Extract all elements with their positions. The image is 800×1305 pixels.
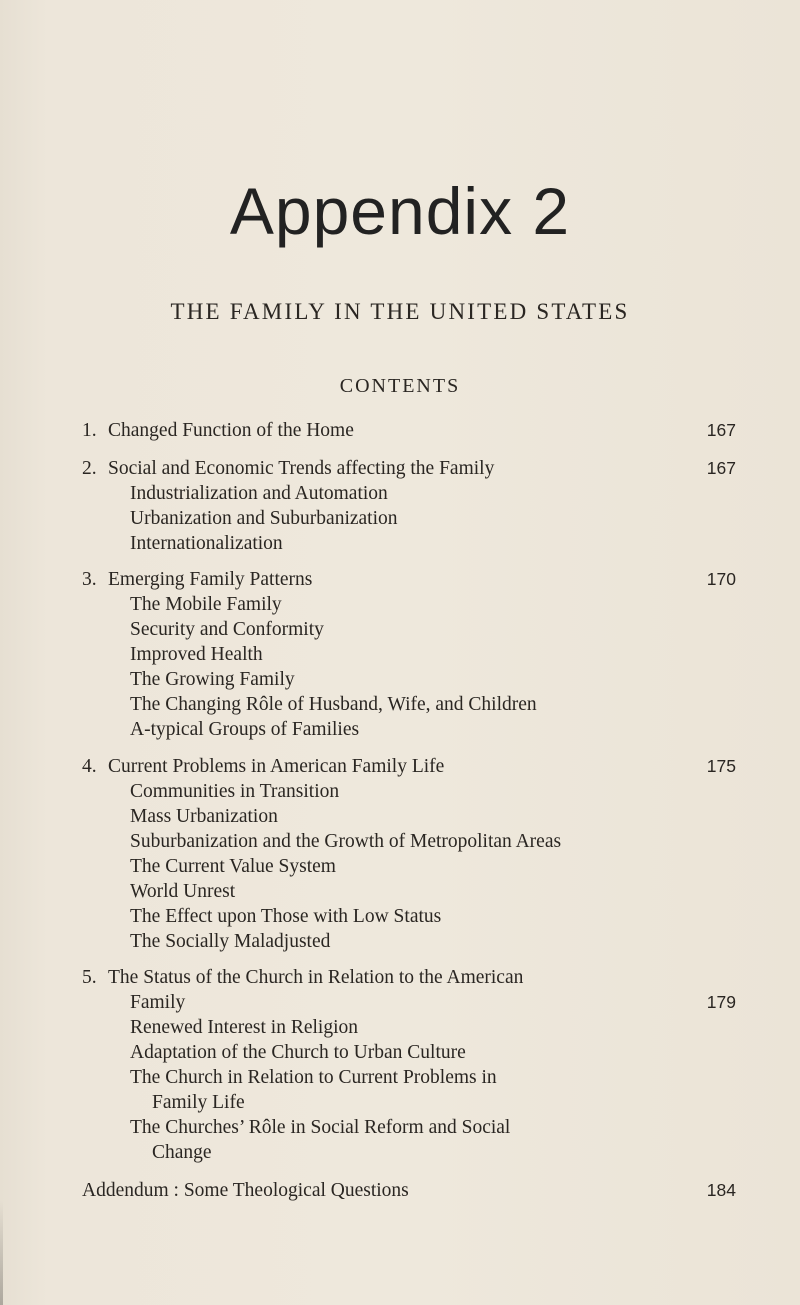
toc-page-number: 167 (706, 458, 736, 478)
toc-subtitle: The Current Value System (130, 856, 336, 877)
toc-title-continuation: Family (130, 992, 186, 1013)
toc-subtitle: Family Life (152, 1092, 245, 1113)
toc-subtitle: Urbanization and Suburbanization (130, 508, 398, 529)
toc-subtitle: The Effect upon Those with Low Status (130, 906, 442, 927)
toc-subtitle: A-typical Groups of Families (130, 719, 360, 740)
toc-subtitle: Industrialization and Automation (130, 483, 388, 504)
toc-title: Addendum : Some Theological Questions (82, 1180, 409, 1201)
toc-page-number: 179 (706, 992, 736, 1012)
toc-number: 1. (82, 420, 97, 441)
toc-title: The Status of the Church in Relation to the American (108, 967, 524, 988)
toc-title: Social and Economic Trends affecting the Family (108, 458, 495, 479)
toc-page-number: 170 (706, 569, 736, 589)
toc-subtitle: Suburbanization and the Growth of Metropolitan Areas (130, 831, 562, 852)
toc-subtitle: The Changing Rôle of Husband, Wife, and Children (130, 694, 537, 715)
toc-subtitle: Internationalization (130, 533, 283, 554)
toc-number: 2. (82, 458, 97, 479)
toc-page-number: 184 (706, 1180, 736, 1200)
toc-subtitle: The Socially Maladjusted (130, 931, 331, 952)
toc-subtitle: Adaptation of the Church to Urban Culture (130, 1042, 466, 1063)
contents-title: CONTENTS (339, 375, 461, 397)
toc-subtitle: The Growing Family (130, 669, 295, 690)
toc-subtitle: The Mobile Family (130, 594, 282, 615)
toc-title: Changed Function of the Home (108, 420, 354, 441)
appendix-subtitle: THE FAMILY IN THE UNITED STATES (170, 299, 630, 324)
toc-number: 3. (82, 569, 97, 590)
toc-subtitle: Change (152, 1142, 212, 1163)
toc-number: 5. (82, 967, 97, 988)
toc-page-number: 175 (706, 756, 736, 776)
toc-title: Emerging Family Patterns (108, 569, 313, 590)
appendix-heading: Appendix 2 (229, 174, 571, 248)
page-edge-shadow (0, 1200, 3, 1305)
toc-number: 4. (82, 756, 97, 777)
toc-subtitle: Renewed Interest in Religion (130, 1017, 358, 1038)
toc-subtitle: World Unrest (130, 881, 236, 902)
toc-subtitle: Improved Health (130, 644, 263, 665)
toc-subtitle: The Churches’ Rôle in Social Reform and Social (130, 1117, 511, 1138)
toc-title: Current Problems in American Family Life (108, 756, 445, 777)
toc-subtitle: Security and Conformity (130, 619, 324, 640)
toc-subtitle: Mass Urbanization (130, 806, 278, 827)
toc-subtitle: Communities in Transition (130, 781, 340, 802)
toc-subtitle: The Church in Relation to Current Problems in (130, 1067, 497, 1088)
toc-page-number: 167 (706, 420, 736, 440)
